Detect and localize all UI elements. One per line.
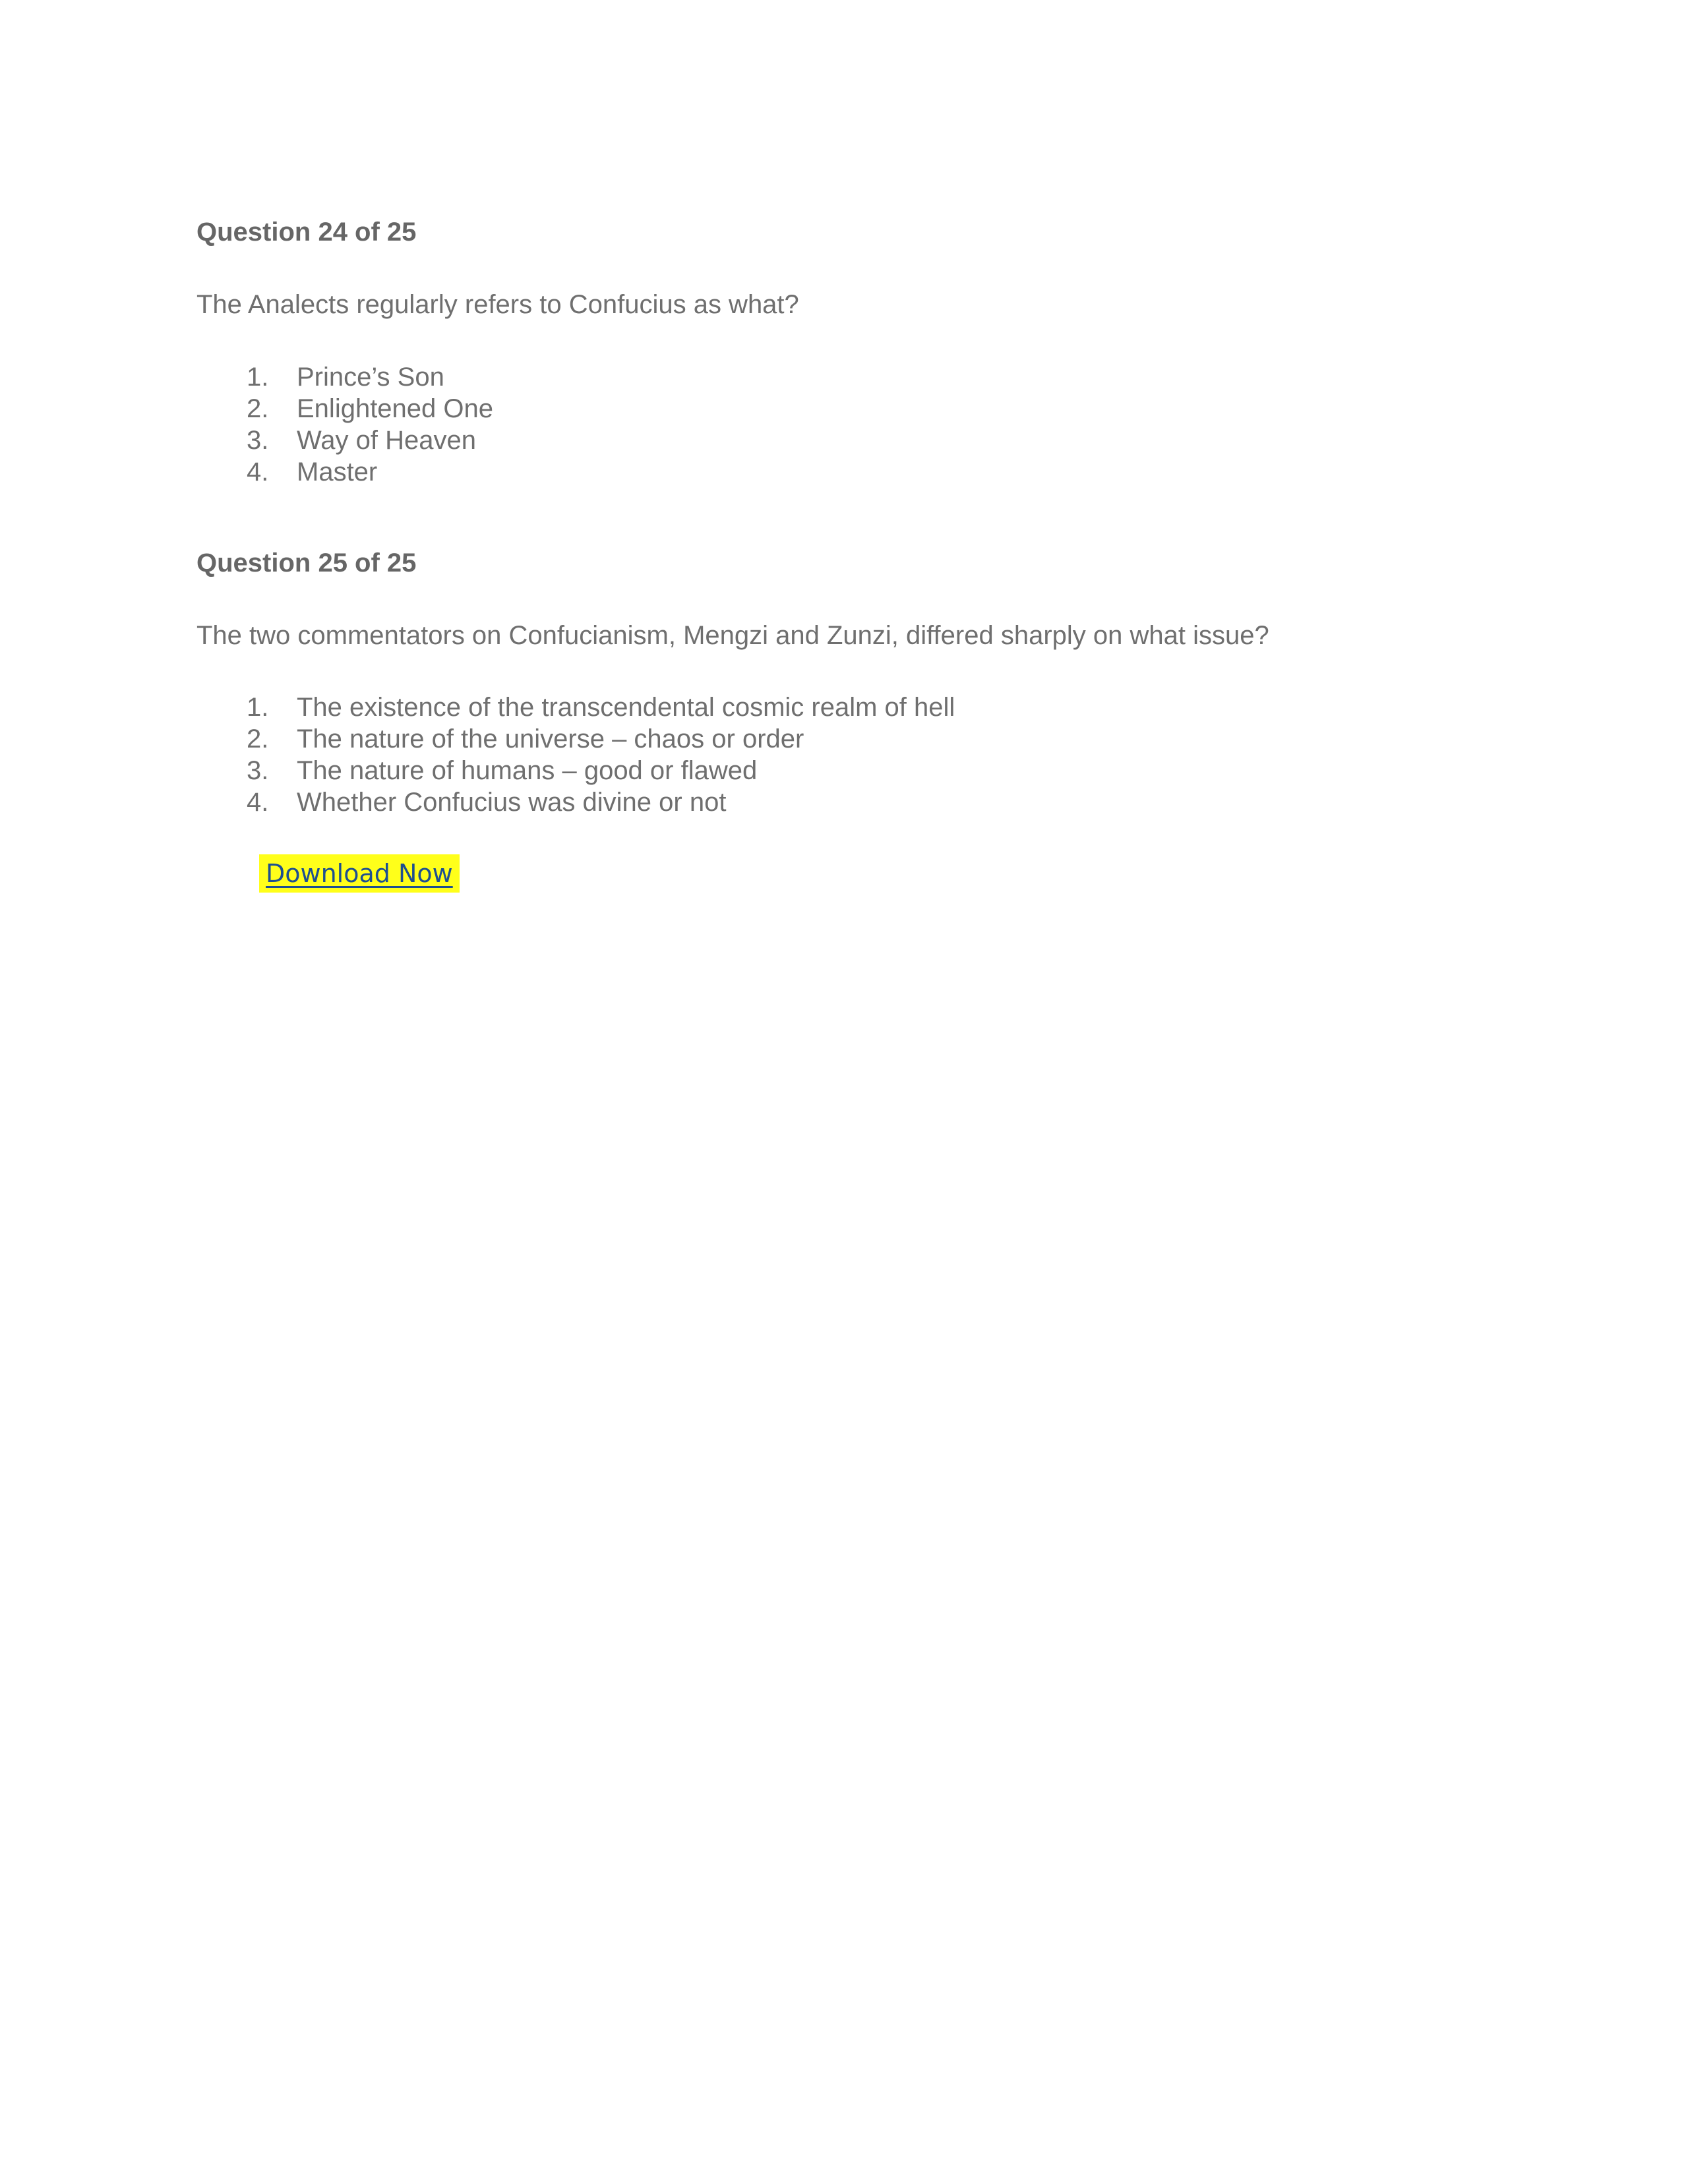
question-25-heading: Question 25 of 25 — [196, 548, 417, 577]
download-now-link[interactable]: Download Now — [259, 854, 460, 893]
question-25-prompt: The two commentators on Confucianism, Mengzi and Zunzi, differed sharply on what issue? — [196, 621, 1269, 650]
option-text: The existence of the transcendental cosmic realm of hell — [297, 693, 955, 722]
option-number: 4. — [247, 788, 269, 817]
option-text: Way of Heaven — [297, 426, 476, 455]
option-text: Whether Confucius was divine or not — [297, 788, 727, 817]
option-text: Master — [297, 457, 378, 487]
option-text: Prince’s Son — [297, 363, 444, 392]
question-24-prompt: The Analects regularly refers to Confucius as what? — [196, 290, 799, 319]
option-number: 2. — [247, 724, 269, 753]
option-number: 3. — [247, 756, 269, 785]
option-number: 1. — [247, 363, 269, 392]
option-number: 2. — [247, 394, 269, 423]
option-number: 3. — [247, 426, 269, 455]
option-number: 4. — [247, 457, 269, 487]
option-text: The nature of humans – good or flawed — [297, 756, 758, 785]
option-text: The nature of the universe – chaos or order — [297, 724, 804, 753]
question-24-heading: Question 24 of 25 — [196, 218, 417, 247]
option-number: 1. — [247, 693, 269, 722]
option-text: Enlightened One — [297, 394, 494, 423]
